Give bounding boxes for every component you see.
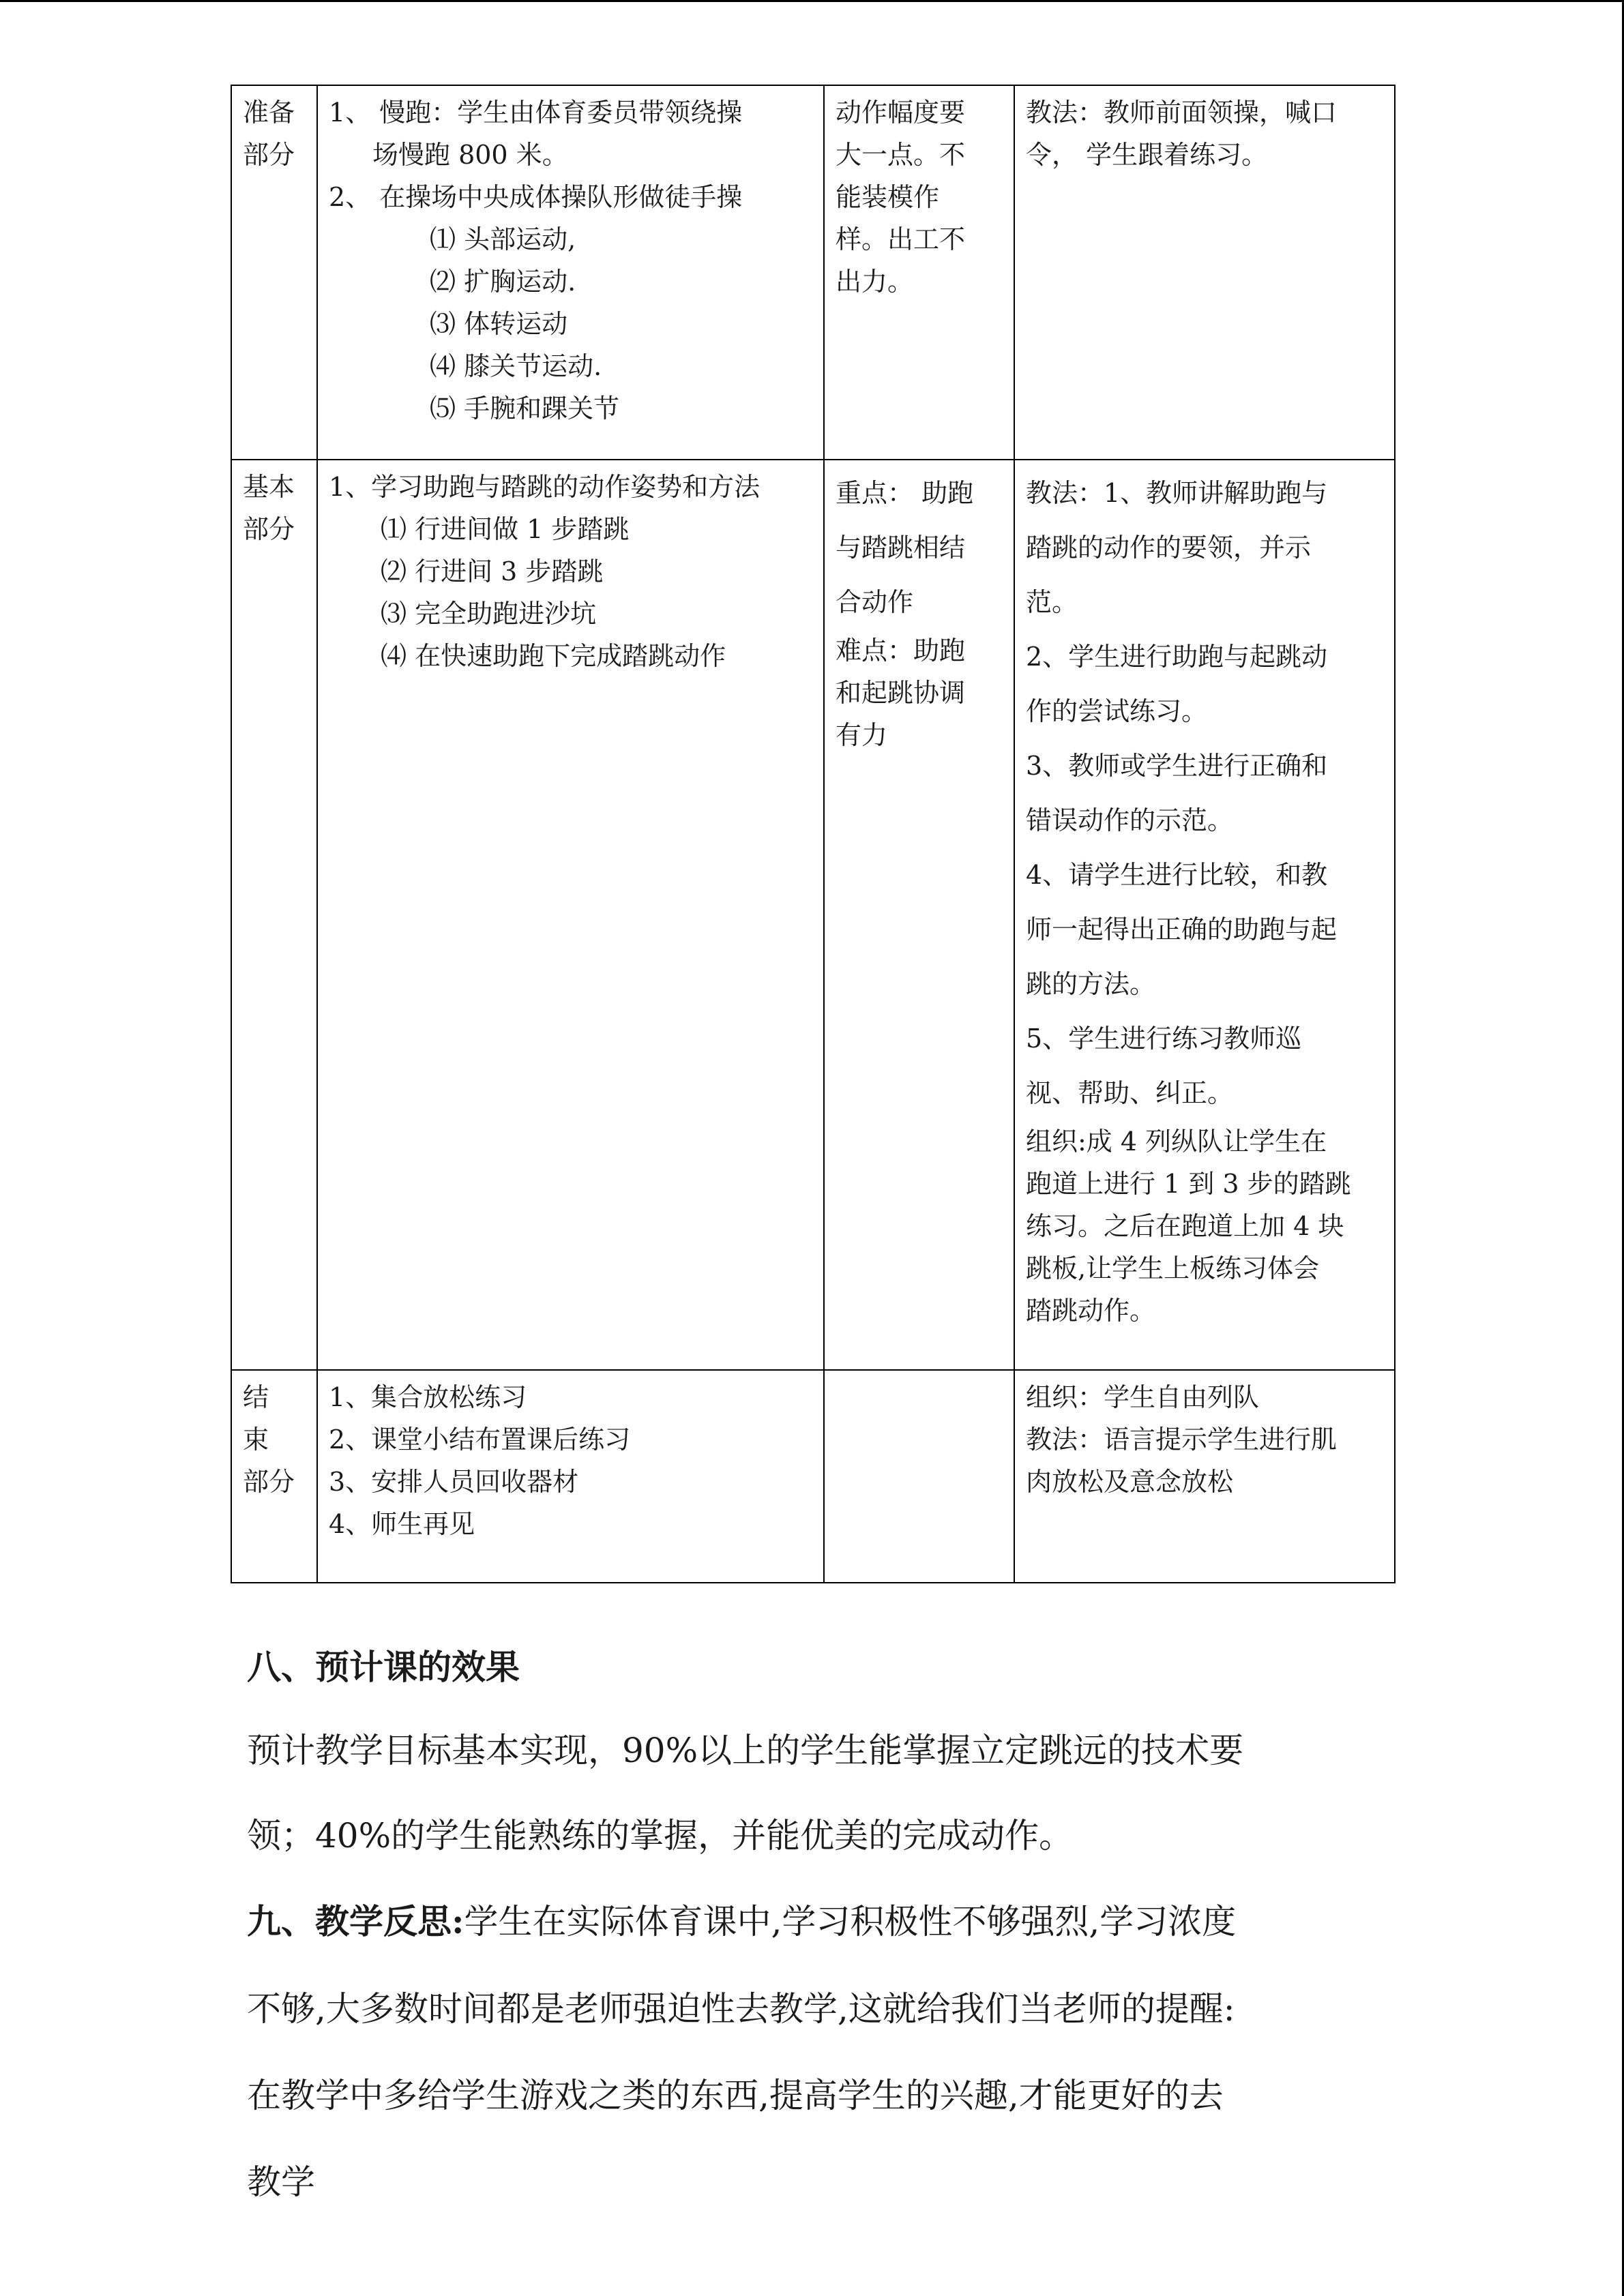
requirement-line: 动作幅度要 [836, 98, 966, 128]
method-line: 组织:成 4 列纵队让学生在 [1026, 1127, 1327, 1157]
requirement-line: 和起跳协调 [836, 678, 966, 708]
table-row-closing [231, 1370, 1395, 1583]
method-line: 练习。之后在跑道上加 4 块 [1026, 1211, 1344, 1241]
requirement-line: 与踏跳相结 [836, 533, 966, 563]
content-line: 4、师生再见 [329, 1509, 475, 1539]
method-line: 作的尝试练习。 [1026, 696, 1208, 726]
requirement-line: 样。出工不 [836, 224, 966, 254]
content-line: 1、 慢跑：学生由体育委员带领绕操 [329, 98, 743, 128]
requirement-line: 重点： 助跑 [836, 478, 974, 508]
content-line: ⑶ 完全助跑进沙坑 [381, 599, 597, 629]
section-label: 结 [243, 1382, 269, 1412]
section-cell [231, 85, 317, 460]
method-line: 跳的方法。 [1026, 969, 1156, 999]
method-line: 5、学生进行练习教师巡 [1026, 1024, 1302, 1054]
method-line: 踏跳动作。 [1026, 1296, 1156, 1326]
method-cell [1014, 1370, 1395, 1583]
content-line: ⑵ 扩胸运动. [430, 267, 576, 297]
requirement-line: 难点：助跑 [836, 636, 966, 666]
method-line: 4、请学生进行比较，和教 [1026, 860, 1328, 890]
section9-paragraph-line: 不够,大多数时间都是老师强迫性去教学,这就给我们当老师的提醒: [247, 1989, 1235, 2029]
content-line: 2、 在操场中央成体操队形做徒手操 [329, 182, 743, 212]
content-cell [317, 460, 824, 1370]
section-label: 部分 [243, 140, 295, 170]
section8-heading: 八、预计课的效果 [247, 1647, 520, 1687]
table-row-preparation [231, 85, 1395, 460]
section9-text: 学生在实际体育课中,学习积极性不够强烈,学习浓度 [464, 1902, 1237, 1941]
method-line: 踏跳的动作的要领，并示 [1026, 533, 1312, 563]
content-line: ⑷ 膝关节运动. [430, 351, 602, 381]
method-line: 跑道上进行 1 到 3 步的踏跳 [1026, 1169, 1351, 1199]
content-line: ⑶ 体转运动 [430, 309, 568, 339]
section-label: 准备 [243, 98, 295, 128]
method-line: 跳板,让学生上板练习体会 [1026, 1253, 1320, 1283]
method-line: 教法：语言提示学生进行肌 [1026, 1425, 1338, 1455]
section9-paragraph-line: 教学 [247, 2162, 315, 2202]
section8-paragraph-line: 预计教学目标基本实现，90%以上的学生能掌握立定跳远的技术要 [247, 1731, 1244, 1770]
content-line: ⑴ 头部运动, [430, 224, 576, 254]
content-line: ⑴ 行进间做 1 步踏跳 [381, 514, 630, 544]
page-top-border [0, 0, 1624, 2]
requirements-cell [824, 460, 1014, 1370]
content-line: ⑵ 行进间 3 步踏跳 [381, 556, 604, 586]
content-line: ⑷ 在快速助跑下完成踏跳动作 [381, 641, 726, 671]
content-cell [317, 85, 824, 460]
section-label: 部分 [243, 1467, 295, 1497]
method-line: 组织：学生自由列队 [1026, 1382, 1260, 1412]
method-cell [1014, 460, 1395, 1370]
requirement-line: 出力。 [836, 267, 914, 297]
content-line: 3、安排人员回收器材 [329, 1467, 579, 1497]
requirements-cell [824, 1370, 1014, 1583]
section8-paragraph-line: 领；40%的学生能熟练的掌握，并能优美的完成动作。 [247, 1816, 1074, 1855]
method-line: 师一起得出正确的助跑与起 [1026, 914, 1338, 944]
lesson-plan-table [231, 85, 1396, 1583]
method-line: 教法：1、教师讲解助跑与 [1026, 478, 1328, 508]
content-line: ⑸ 手腕和踝关节 [430, 393, 620, 423]
section9-paragraph-line: 在教学中多给学生游戏之类的东西,提高学生的兴趣,才能更好的去 [247, 2076, 1224, 2115]
method-line: 范。 [1026, 587, 1078, 617]
method-line: 令， 学生跟着练习。 [1026, 140, 1268, 170]
section9-heading: 九、教学反思: [247, 1901, 464, 1941]
section-cell [231, 1370, 317, 1583]
content-cell [317, 1370, 824, 1583]
method-line: 3、教师或学生进行正确和 [1026, 751, 1328, 781]
content-line: 2、课堂小结布置课后练习 [329, 1425, 631, 1455]
method-line: 肉放松及意念放松 [1026, 1467, 1234, 1497]
requirement-line: 大一点。不 [836, 140, 966, 170]
section-cell [231, 460, 317, 1370]
section-label: 部分 [243, 514, 295, 544]
method-line: 错误动作的示范。 [1026, 805, 1234, 835]
method-line: 教法：教师前面领操，喊口 [1026, 98, 1338, 128]
section9-first-line [247, 1894, 1236, 1949]
section-label: 基本 [243, 472, 295, 502]
content-line: 场慢跑 800 米。 [372, 140, 568, 170]
requirements-cell [824, 85, 1014, 460]
method-line: 视、帮助、纠正。 [1026, 1078, 1234, 1108]
requirement-line: 合动作 [836, 587, 914, 617]
requirement-line: 有力 [836, 720, 888, 750]
requirement-line: 能装模作 [836, 182, 940, 212]
method-cell [1014, 85, 1395, 460]
table-row-basic [231, 460, 1395, 1370]
section-label: 束 [243, 1425, 269, 1455]
content-line: 1、集合放松练习 [329, 1382, 527, 1412]
content-line: 1、学习助跑与踏跳的动作姿势和方法 [329, 472, 761, 502]
method-line: 2、学生进行助跑与起跳动 [1026, 642, 1328, 672]
